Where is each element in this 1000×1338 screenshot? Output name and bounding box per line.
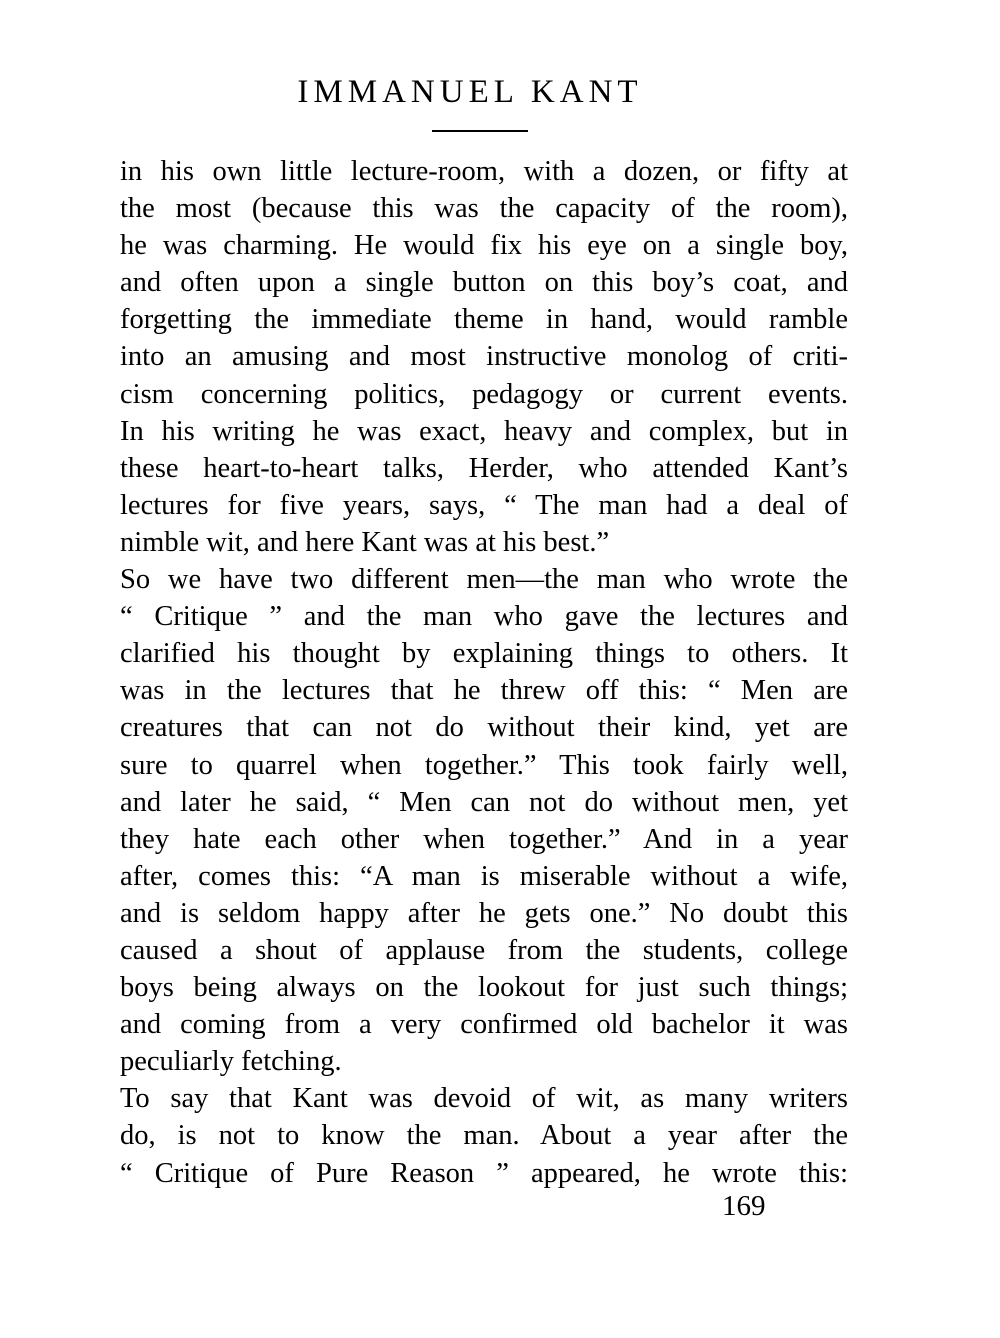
text-line: boys being always on the lookout for just such things;	[120, 972, 848, 1004]
text-line: and coming from a very confirmed old bachelor it was	[120, 1009, 848, 1041]
text-line: lectures for five years, says, “ The man had a deal of	[120, 489, 848, 521]
text-line: they hate each other when together.” And in a year	[120, 823, 848, 855]
text-line: To say that Kant was devoid of wit, as many writers	[120, 1083, 848, 1115]
text-line: cism concerning politics, pedagogy or current events.	[120, 378, 848, 410]
text-line: “ Critique ” and the man who gave the lectures and	[120, 601, 848, 633]
paragraph	[120, 153, 848, 561]
text-line: do, is not to know the man. About a year after the	[120, 1120, 848, 1152]
text-line: and often upon a single button on this boy’s coat, and	[120, 267, 848, 299]
text-line: was in the lectures that he threw off this: “ Men are	[120, 675, 848, 707]
text-line: So we have two different men—the man who wrote the	[120, 564, 848, 596]
text-line: these heart-to-heart talks, Herder, who attended Kant’s	[120, 452, 848, 484]
text-line: “ Critique of Pure Reason ” appeared, he wrote this:	[120, 1157, 848, 1189]
text-line: forgetting the immediate theme in hand, would ramble	[120, 304, 848, 336]
page-body	[120, 153, 848, 1192]
running-head: IMMANUEL KANT	[297, 74, 643, 110]
text-line: sure to quarrel when together.” This took fairly well,	[120, 749, 848, 781]
text-line: into an amusing and most instructive monolog of criti-	[120, 341, 848, 373]
page-number: 169	[722, 1190, 766, 1222]
text-line: peculiarly fetching.	[120, 1046, 342, 1078]
text-line: nimble wit, and here Kant was at his best.”	[120, 526, 610, 558]
text-line: caused a shout of applause from the students, college	[120, 934, 848, 966]
paragraph	[120, 561, 848, 1080]
text-line: after, comes this: “A man is miserable without a wife,	[120, 860, 848, 892]
text-line: creatures that can not do without their kind, yet are	[120, 712, 848, 744]
text-line: and later he said, “ Men can not do without men, yet	[120, 786, 848, 818]
text-line: in his own little lecture-room, with a dozen, or fifty at	[120, 156, 848, 187]
text-line: clarified his thought by explaining things to others. It	[120, 638, 848, 670]
paragraph	[120, 1080, 848, 1191]
text-line: the most (because this was the capacity of the room),	[120, 193, 848, 225]
text-line: In his writing he was exact, heavy and complex, but in	[120, 415, 848, 447]
text-line: he was charming. He would fix his eye on a single boy,	[120, 230, 848, 262]
header-rule	[432, 130, 528, 132]
text-line: and is seldom happy after he gets one.” No doubt this	[120, 897, 848, 929]
